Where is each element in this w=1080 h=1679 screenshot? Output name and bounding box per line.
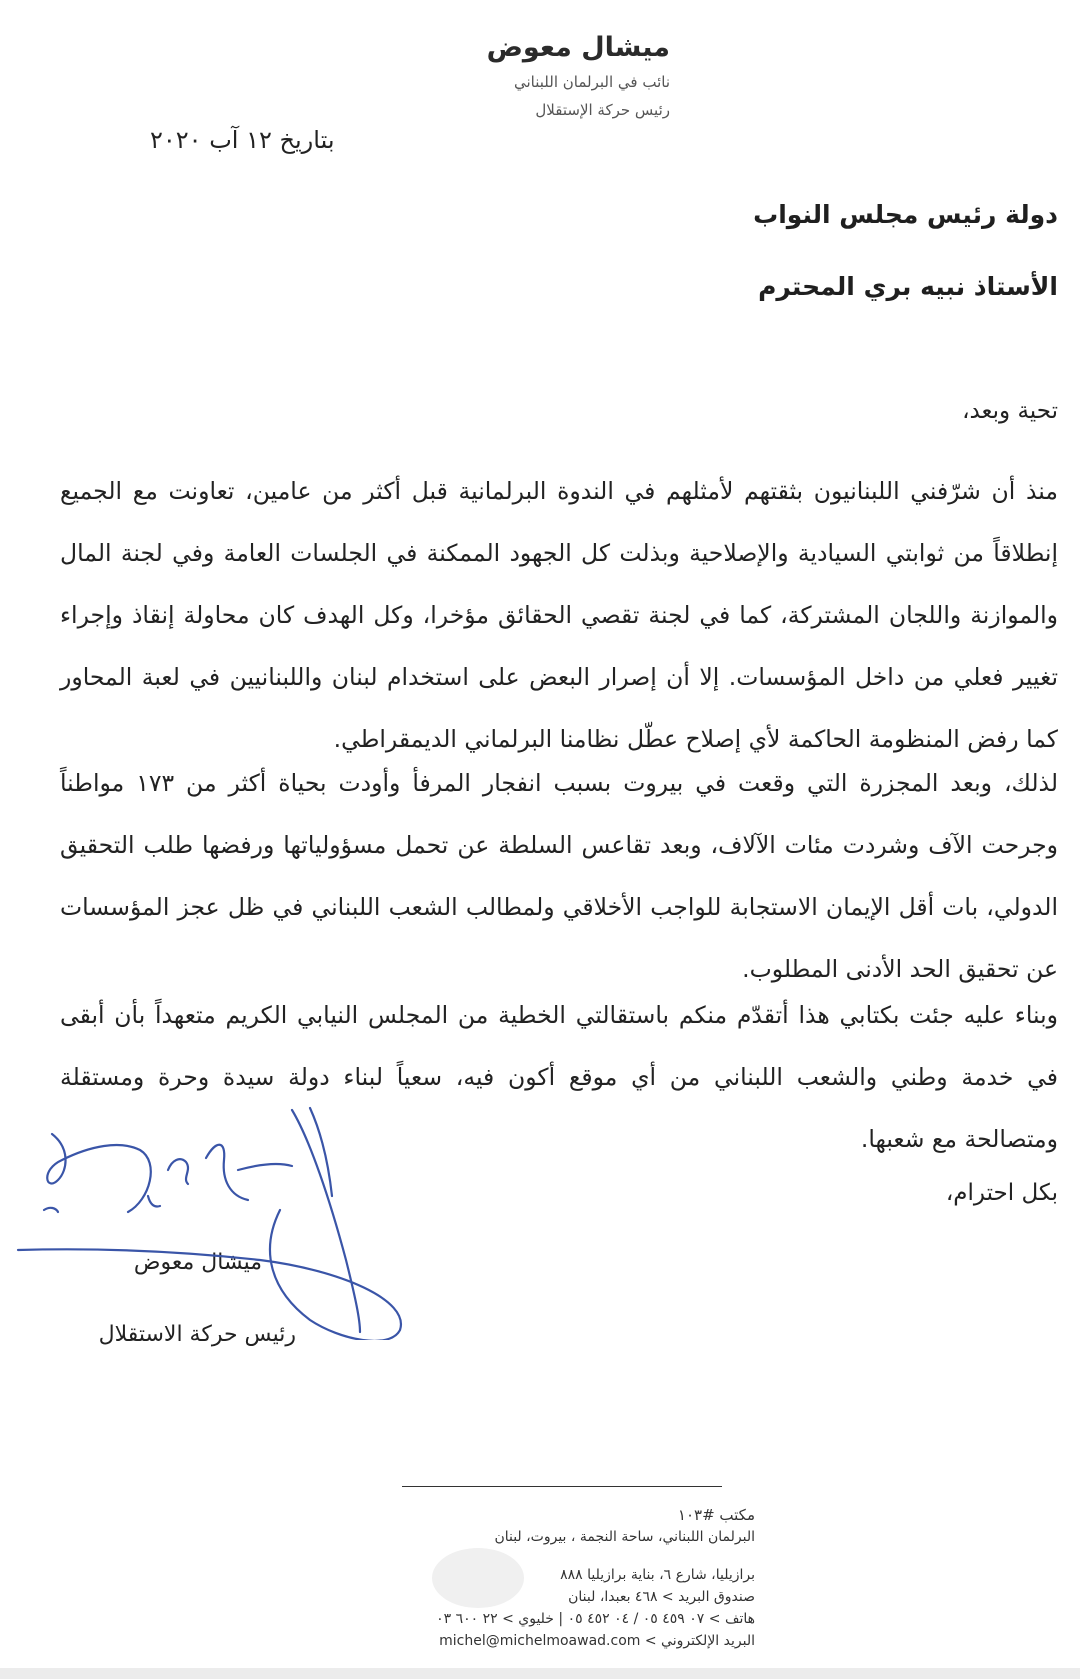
- handwritten-signature: [10, 1100, 450, 1340]
- page-edge: [0, 1668, 1080, 1679]
- footer-address-home: برازيليا، شارع ٦، بناية برازيليا ٨٨٨: [560, 1567, 755, 1583]
- footer-email-label: البريد الإلكتروني >: [644, 1633, 755, 1649]
- addressee-title: دولة رئيس مجلس النواب: [753, 200, 1058, 229]
- footer-email-line: [340, 1630, 755, 1652]
- footer-phone: هاتف > ٠٧ ٤٥٩ ٠٥ / ٠٤ ٤٥٢ ٠٥ | خليوي > ٢٢ ٦٠٠ ٠٣: [436, 1611, 755, 1627]
- body-paragraph-1: منذ أن شرّفني اللبنانيون بثقتهم لأمثلهم في الندوة البرلمانية قبل أكثر من عامين، تعاونت مع الجميع إنطلاقاً من ثوابتي السيادية والإصلاحية وبذلت كل الجهود الممكنة في الجلسات العامة وفي لجنة المال والموازنة واللجان المشتركة، كما في لجنة تقصي الحقائق مؤخرا، وكل الهدف كان محاولة إنقاذ وإجراء تغيير فعلي من داخل المؤسسات. إلا أن إصرار البعض على استخدام لبنان واللبنانيين في لعبة المحاور كما رفض المنظومة الحاكمة لأي إصلاح عطّل نظامنا البرلماني الديمقراطي.: [60, 477, 1058, 753]
- letterhead-name: ميشال معوض: [486, 32, 670, 63]
- closing: بكل احترام،: [945, 1180, 1058, 1206]
- letterhead: [430, 28, 670, 124]
- footer-divider: [402, 1486, 722, 1487]
- letterhead-title: نائب في البرلمان اللبناني: [514, 73, 670, 91]
- footer-email[interactable]: michel@michelmoawad.com: [439, 1633, 641, 1649]
- signatory-name: ميشال معوض: [133, 1250, 262, 1275]
- letterhead-subtitle: رئيس حركة الإستقلال: [535, 101, 670, 119]
- footer-contact: [340, 1504, 755, 1652]
- footer-address-parliament: البرلمان اللبناني، ساحة النجمة ، بيروت، لبنان: [494, 1529, 755, 1545]
- body-paragraph-2: لذلك، وبعد المجزرة التي وقعت في بيروت بسبب انفجار المرفأ وأودت بحياة أكثر من ١٧٣ مواطناً وجرحت الآف وشردت مئات الآلاف، وبعد تقاعس السلطة عن تحمل مسؤولياتها ورفضها طلب التحقيق الدولي، بات أقل الإيمان الاستجابة للواجب الأخلاقي ولمطالب الشعب اللبناني في ظل عجز المؤسسات عن تحقيق الحد الأدنى المطلوب.: [60, 769, 1058, 983]
- footer-pobox: صندوق البريد > ٤٦٨ بعبدا، لبنان: [568, 1589, 755, 1605]
- addressee-name: الأستاذ نبيه بري المحترم: [758, 272, 1058, 301]
- body-paragraph-3: وبناء عليه جئت بكتابي هذا أتقدّم منكم باستقالتي الخطية من المجلس النيابي الكريم متعهداً بأن أبقى في خدمة وطني والشعب اللبناني من أي موقع أكون فيه، سعياً لبناء دولة سيدة وحرة ومستقلة ومتصالحة مع شعبها.: [60, 1001, 1058, 1153]
- footer-office: مكتب #١٠٣: [677, 1506, 755, 1524]
- signatory-title: رئيس حركة الاستقلال: [98, 1322, 296, 1347]
- greeting: تحية وبعد،: [962, 398, 1058, 424]
- letter-date: بتاريخ ١٢ آب ٢٠٢٠: [150, 126, 335, 154]
